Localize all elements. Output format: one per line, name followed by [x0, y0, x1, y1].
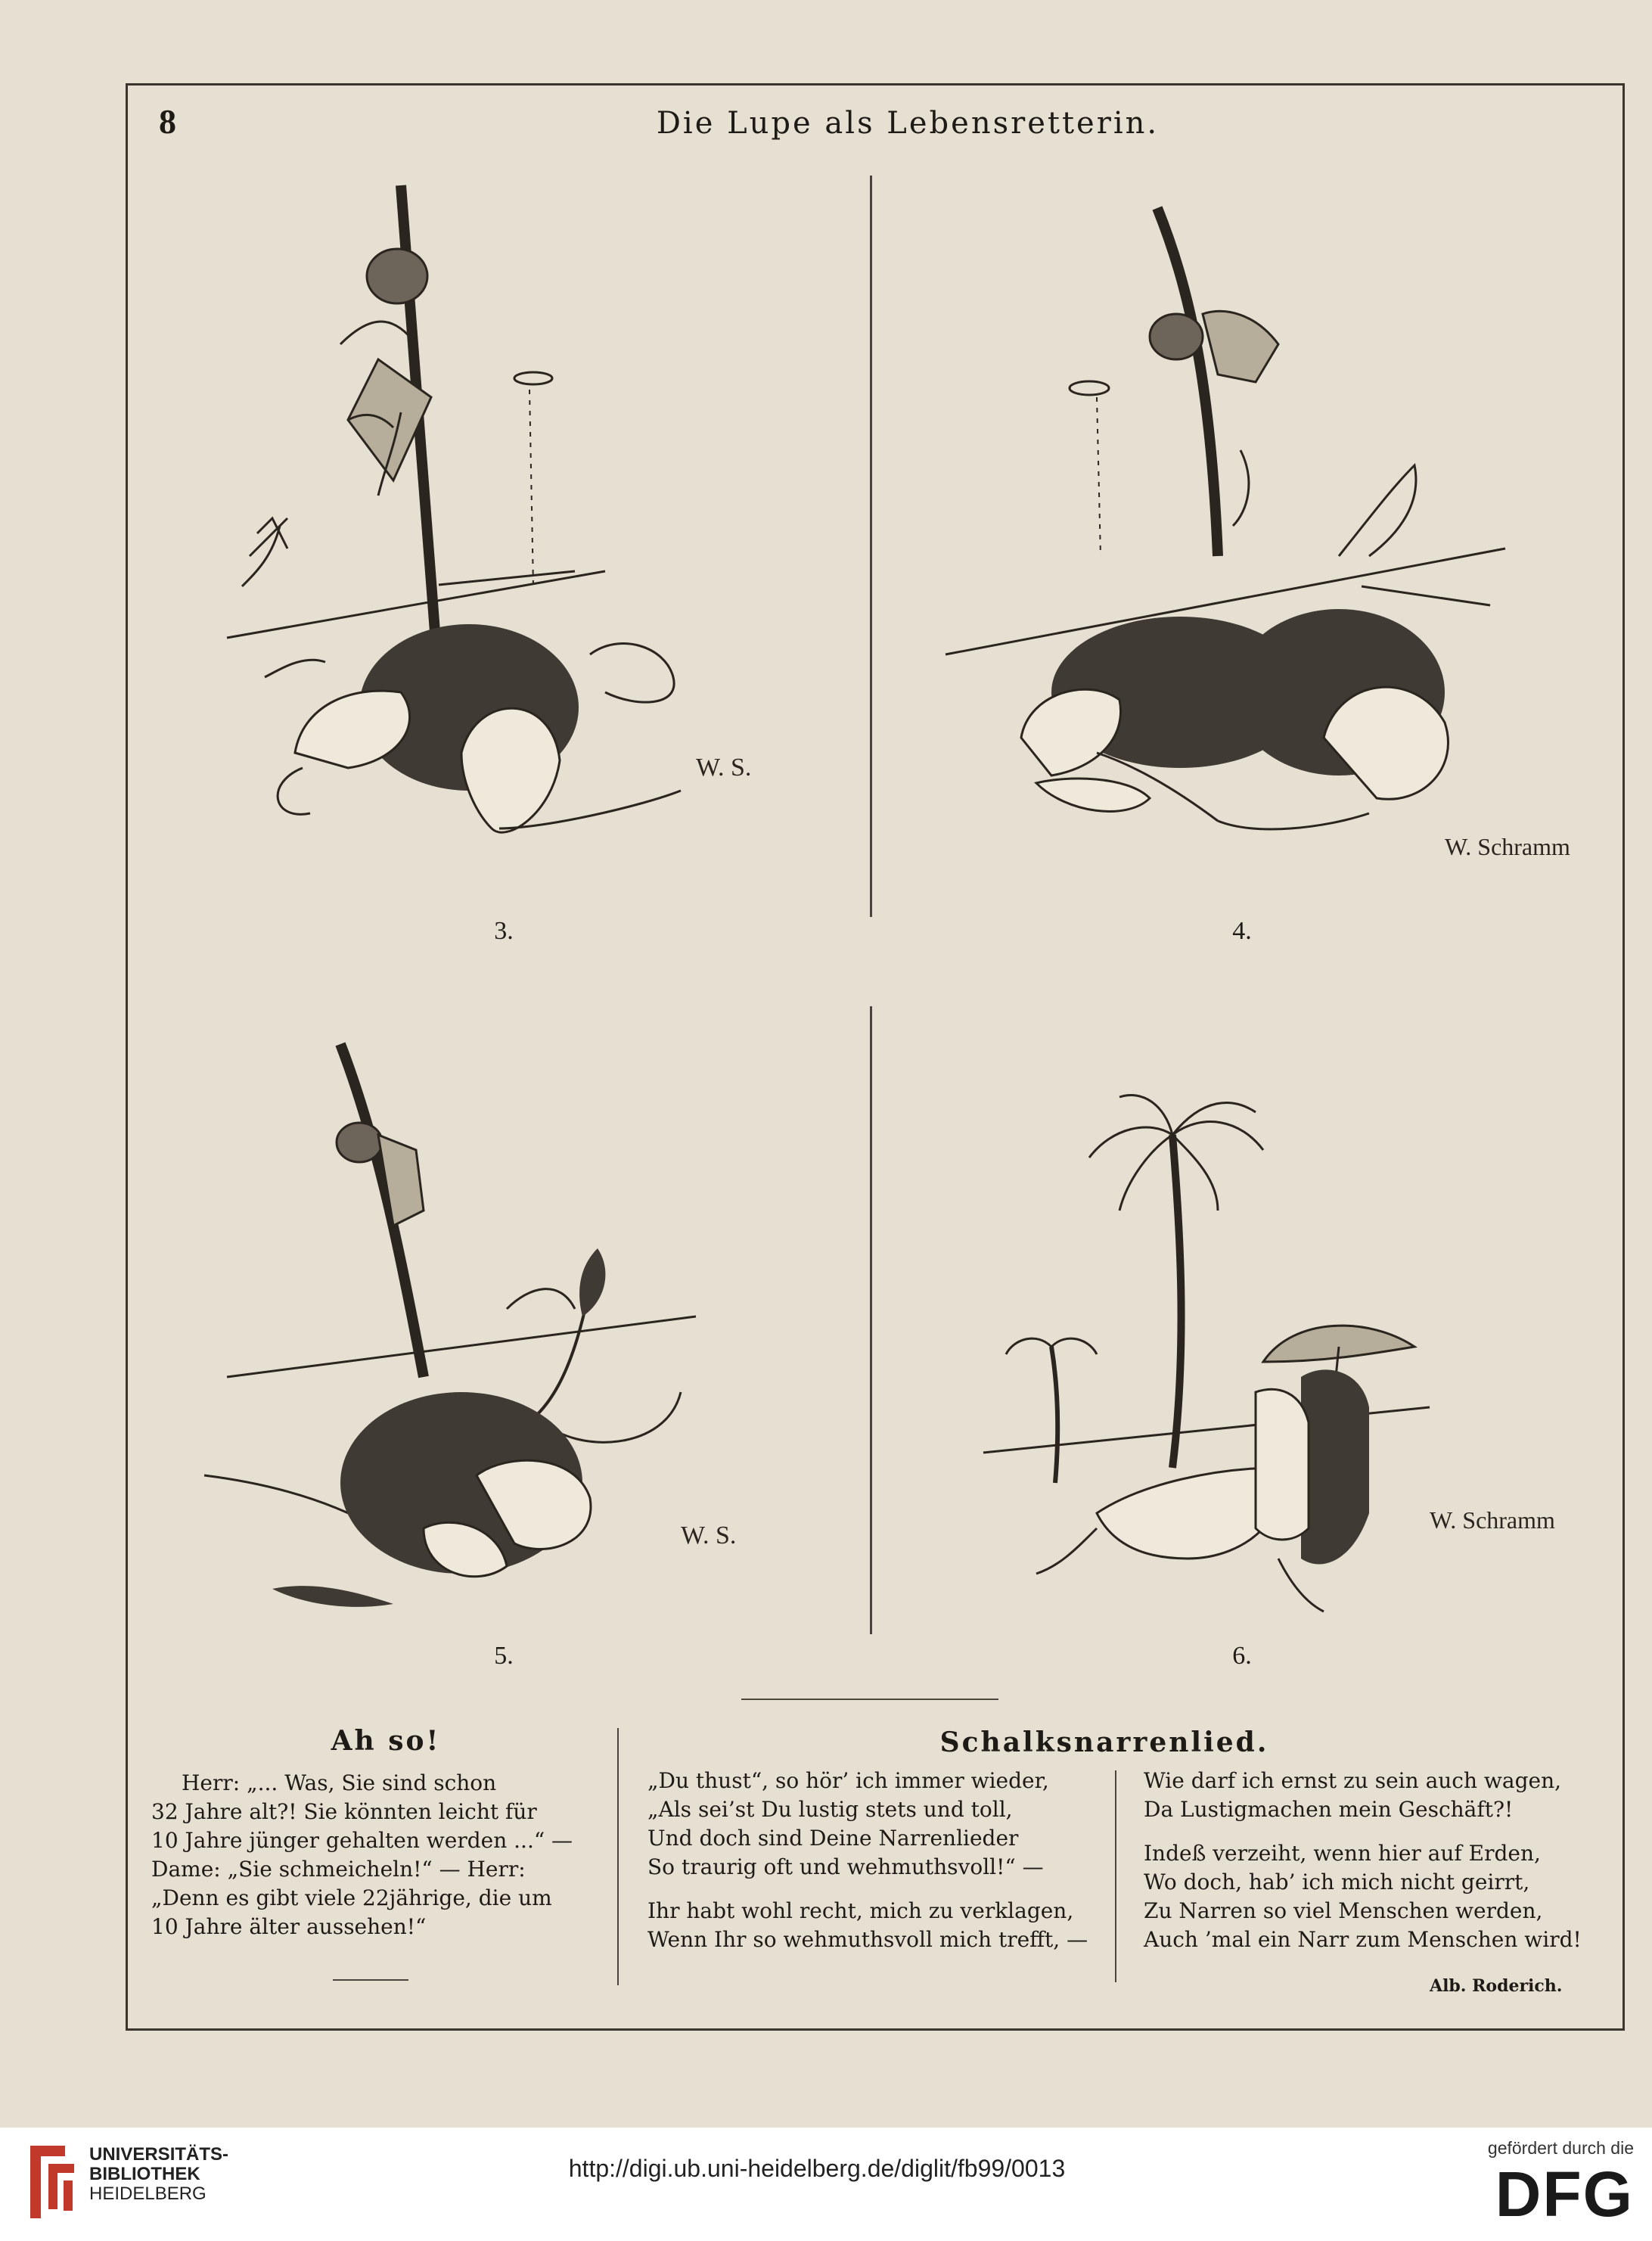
- article-line: 10 Jahre älter aussehen!“: [151, 1914, 427, 1939]
- library-name[interactable]: [89, 2145, 228, 2204]
- article-line: 32 Jahre alt?! Sie könnten leicht für: [151, 1799, 537, 1824]
- poem-line: Da Lustigmachen mein Geschäft?!: [1144, 1797, 1514, 1822]
- poem-title: Schalksnarrenlied.: [939, 1727, 1269, 1758]
- poem-line: Indeß verzeiht, wenn hier auf Erden,: [1144, 1841, 1541, 1866]
- illustration-panel-3: [151, 163, 862, 904]
- page-number: 8: [159, 102, 176, 141]
- article-title: Ah so!: [331, 1725, 441, 1757]
- library-logo-icon: [26, 2141, 80, 2224]
- page-title: Die Lupe als Lebensretterin.: [656, 106, 1160, 141]
- artist-signature: W. Schramm: [1445, 833, 1570, 860]
- funding-note: gefördert durch die: [1487, 2138, 1634, 2158]
- library-name-line: UNIVERSITÄTS-: [89, 2144, 229, 2165]
- poem-stanza-1: [647, 1767, 1109, 1954]
- artist-signature: W. S.: [696, 754, 752, 782]
- article-line: 10 Jahre jünger gehalten werden ...“ —: [151, 1828, 573, 1853]
- article-line: „Denn es gibt viele 22jährige, die um: [151, 1885, 552, 1910]
- illustration-panel-5: [151, 984, 862, 1725]
- source-url-link[interactable]: http://digi.ub.uni-heidelberg.de/diglit/fb99/0013: [568, 2155, 1066, 2182]
- article-line: Herr: „... Was, Sie sind schon: [182, 1770, 497, 1795]
- illustration-panel-4: [900, 163, 1611, 904]
- library-name-line: HEIDELBERG: [89, 2183, 206, 2204]
- article-body: [151, 1769, 598, 1941]
- illustration-divider-bottom: [870, 1006, 872, 1634]
- man-with-umbrella-drawing: [900, 984, 1611, 1725]
- panel-caption-6: 6.: [1232, 1642, 1252, 1670]
- poem-line: „Als sei’st Du lustig stets und toll,: [647, 1797, 1013, 1822]
- poem-line: Wenn Ihr so wehmuthsvoll mich trefft, —: [647, 1927, 1088, 1952]
- article-line: Dame: „Sie schmeicheln!“ — Herr:: [151, 1857, 526, 1882]
- poem-line: „Du thust“, so hör’ ich immer wieder,: [647, 1768, 1049, 1793]
- artist-signature: W. S.: [681, 1521, 737, 1549]
- illustration-panel-6: [900, 984, 1611, 1725]
- library-name-line: BIBLIOTHEK: [89, 2164, 200, 2184]
- two-lions-fighting-drawing: [900, 163, 1611, 904]
- poem-line: Und doch sind Deine Narrenlieder: [647, 1826, 1019, 1851]
- panel-caption-4: 4.: [1232, 917, 1252, 945]
- poem-line: Ihr habt wohl recht, mich zu verklagen,: [647, 1898, 1074, 1923]
- poem-line: Wie darf ich ernst zu sein auch wagen,: [1144, 1768, 1562, 1793]
- section-rule: [741, 1699, 998, 1700]
- poem-line: Wo doch, hab’ ich mich nicht geirrt,: [1144, 1870, 1530, 1894]
- panel-caption-5: 5.: [494, 1642, 514, 1670]
- illustration-divider-top: [870, 176, 872, 917]
- artist-signature: W. Schramm: [1430, 1506, 1555, 1534]
- poem-author: Alb. Roderich.: [1430, 1976, 1563, 1996]
- library-logo[interactable]: [26, 2141, 80, 2227]
- article-end-rule: [333, 1979, 408, 1981]
- column-divider: [617, 1728, 619, 1985]
- poem-stanza-2: [1144, 1767, 1613, 1954]
- poem-line: So traurig oft und wehmuthsvoll!“ —: [647, 1854, 1044, 1879]
- lion-under-palm-drawing: [151, 163, 862, 904]
- panel-caption-3: 3.: [494, 917, 514, 945]
- lion-attacking-drawing: [151, 984, 862, 1725]
- poem-column-divider: [1115, 1770, 1116, 1982]
- poem-line: Zu Narren so viel Menschen werden,: [1144, 1898, 1543, 1923]
- poem-line: Auch ’mal ein Narr zum Menschen wird!: [1144, 1927, 1582, 1952]
- dfg-logo[interactable]: DFG: [1495, 2159, 1634, 2230]
- footer-bar: [0, 2128, 1652, 2241]
